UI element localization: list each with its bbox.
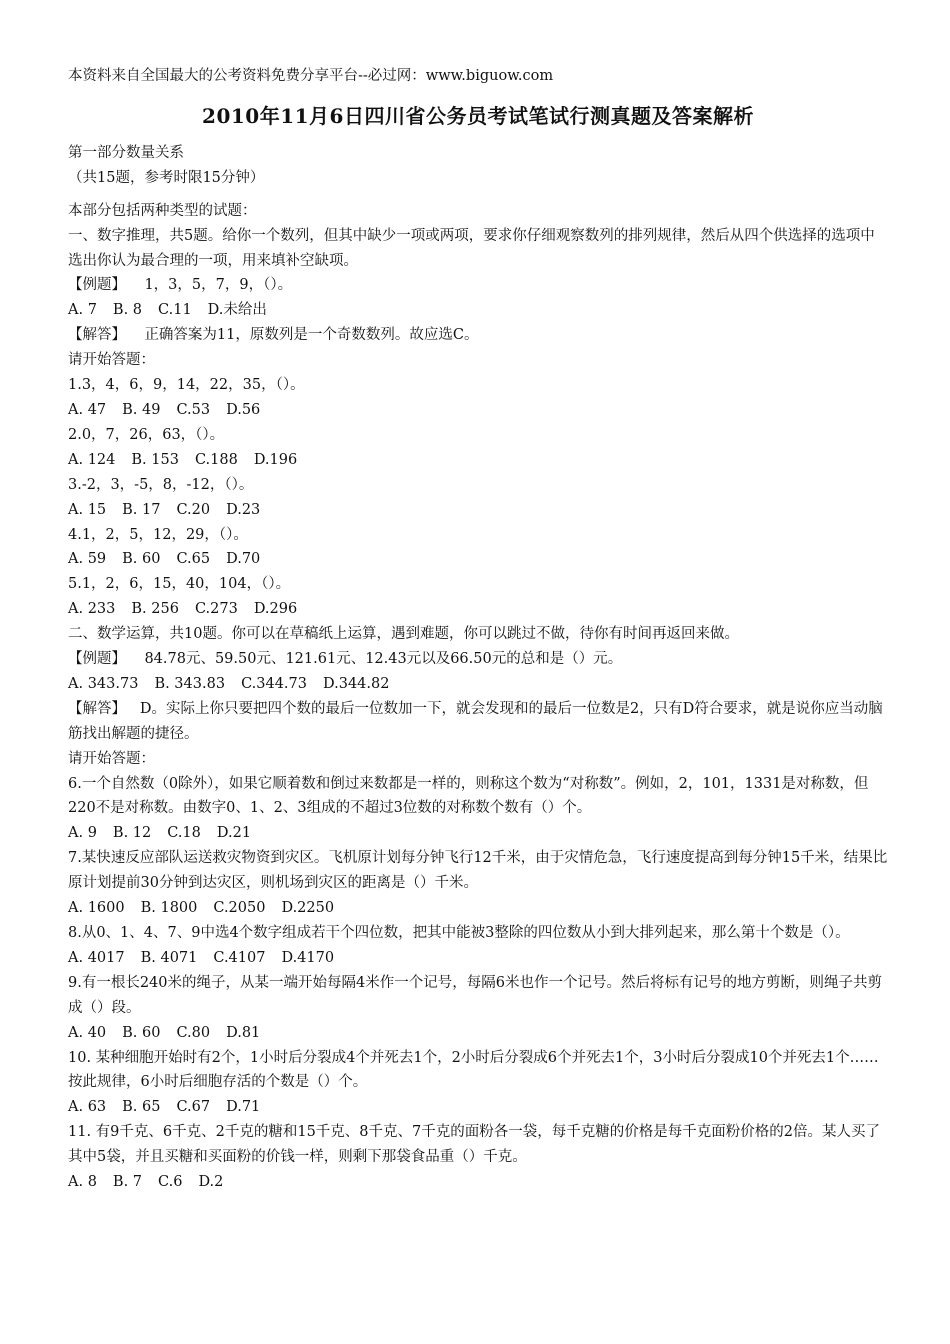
source-line: 本资料来自全国最大的公考资料免费分享平台--必过网：www.biguow.com — [68, 68, 554, 84]
option: D.344.82 — [323, 675, 390, 692]
section2-start: 请开始答题： — [68, 750, 155, 767]
option: B. 17 — [122, 501, 161, 518]
option: C.18 — [167, 825, 201, 842]
document-page — [68, 64, 888, 1195]
option: B. 343.83 — [154, 675, 226, 692]
option: D.2250 — [281, 900, 335, 917]
document-title: 2010年11月6日四川省公务员考试笔试行测真题及答案解析 — [202, 103, 754, 128]
question-10: 10. 某种细胞开始时有2个，1小时后分裂成4个并死去1个，2小时后分裂成6个并死去1个，3小时后分裂成10个并死去1个……按此规律，6小时后细胞存活的个数是（）个。 — [68, 1049, 879, 1091]
option: A. 4017 — [68, 949, 125, 966]
option: D.未给出 — [207, 302, 267, 319]
example-label: 【例题】 — [68, 651, 126, 668]
option: B. 65 — [122, 1099, 161, 1116]
example-text: 84.78元、59.50元、121.61元、12.43元以及66.50元的总和是（）元。 — [144, 651, 623, 668]
option: A. 7 — [68, 302, 97, 319]
question-8-options — [68, 946, 888, 971]
section1-start: 请开始答题： — [68, 352, 155, 369]
option: D.4170 — [281, 949, 335, 966]
answer-text: 正确答案为11，原数列是一个奇数数列。故应选C。 — [144, 327, 479, 344]
section2-desc: 二、数学运算，共10题。你可以在草稿纸上运算，遇到难题，你可以跳过不做，待你有时间再返回来做。 — [68, 626, 739, 643]
question-2: 2.0，7，26，63，（）。 — [68, 426, 225, 443]
option: D.56 — [226, 401, 261, 418]
question-4-options — [68, 547, 888, 572]
section1-desc: 一、数字推理，共5题。给你一个数列，但其中缺少一项或两项，要求你仔细观察数列的排列规律，然后从四个供选择的选项中选出你认为最合理的一项，用来填补空缺项。 — [68, 227, 875, 269]
option: D.71 — [226, 1099, 261, 1116]
example-label: 【例题】 — [68, 277, 126, 294]
section1-example — [68, 273, 888, 298]
option: D.23 — [226, 501, 261, 518]
section2-example — [68, 647, 888, 672]
part-name: 第一部分数量关系 — [68, 144, 184, 161]
question-9-options — [68, 1021, 888, 1046]
part-note: （共15题，参考时限15分钟） — [68, 169, 265, 186]
option: A. 47 — [68, 401, 107, 418]
option: C.273 — [194, 601, 238, 618]
option: C.2050 — [213, 900, 266, 917]
question-11-options — [68, 1170, 888, 1195]
option: C.65 — [176, 551, 211, 568]
part-intro: 本部分包括两种类型的试题： — [68, 202, 257, 219]
question-5-options — [68, 597, 888, 622]
option: A. 8 — [68, 1174, 97, 1191]
question-1-options — [68, 398, 888, 423]
section1-example-options — [68, 298, 888, 323]
option: A. 343.73 — [68, 675, 139, 692]
option: D.2 — [198, 1174, 224, 1191]
example-text: 1，3，5，7，9，（）。 — [144, 277, 293, 294]
option: A. 233 — [68, 601, 116, 618]
question-7-options — [68, 896, 888, 921]
option: A. 59 — [68, 551, 107, 568]
option: A. 15 — [68, 501, 107, 518]
option: A. 63 — [68, 1099, 107, 1116]
option: D.81 — [226, 1024, 261, 1041]
section2-answer — [68, 697, 888, 747]
question-6-options — [68, 821, 888, 846]
option: B. 12 — [112, 825, 152, 842]
option: C.6 — [158, 1174, 183, 1191]
question-6: 6.一个自然数（0除外），如果它顺着数和倒过来数都是一样的，则称这个数为“对称数”。例如，2，101，1331是对称数，但220不是对称数。由数字0、1、2、3组成的不超过3位数的对称数个数有（）个。 — [68, 775, 869, 817]
option: D.70 — [226, 551, 261, 568]
question-2-options — [68, 448, 888, 473]
option: B. 8 — [112, 302, 143, 319]
option: B. 256 — [131, 601, 179, 618]
option: C.188 — [194, 451, 238, 468]
option: D.196 — [253, 451, 298, 468]
option: A. 9 — [68, 825, 97, 842]
option: B. 7 — [112, 1174, 143, 1191]
option: B. 153 — [131, 451, 179, 468]
question-5: 5.1，2，6，15，40，104，（）。 — [68, 576, 291, 593]
question-3: 3.-2，3，-5，8，-12，（）。 — [68, 476, 254, 493]
option: B. 60 — [122, 1024, 161, 1041]
option: B. 49 — [122, 401, 161, 418]
option: C.344.73 — [241, 675, 307, 692]
option: C.11 — [158, 302, 192, 319]
section1-answer — [68, 323, 888, 348]
question-10-options — [68, 1095, 888, 1120]
question-4: 4.1，2，5，12，29，（）。 — [68, 526, 248, 543]
answer-text: D。实际上你只要把四个数的最后一位数加一下，就会发现和的最后一位数是2，只有D符合要求，就是说你应当动脑筋找出解题的捷径。 — [68, 700, 883, 742]
question-3-options — [68, 498, 888, 523]
option: C.20 — [176, 501, 211, 518]
option: D.21 — [216, 825, 252, 842]
answer-label: 【解答】 — [68, 700, 126, 717]
question-7: 7.某快速反应部队运送救灾物资到灾区。飞机原计划每分钟飞行12千米，由于灾情危急，飞行速度提高到每分钟15千米，结果比原计划提前30分钟到达灾区，则机场到灾区的距离是（）千米。 — [68, 850, 888, 892]
answer-label: 【解答】 — [68, 327, 126, 344]
option: B. 4071 — [140, 949, 198, 966]
option: A. 124 — [68, 451, 116, 468]
option: D.296 — [253, 601, 298, 618]
option: B. 60 — [122, 551, 161, 568]
option: A. 40 — [68, 1024, 107, 1041]
option: A. 1600 — [68, 900, 125, 917]
question-9: 9.有一根长240米的绳子，从某一端开始每隔4米作一个记号，每隔6米也作一个记号。然后将标有记号的地方剪断，则绳子共剪成（）段。 — [68, 974, 882, 1016]
question-11: 11. 有9千克、6千克、2千克的糖和15千克、8千克、7千克的面粉各一袋，每千克糖的价格是每千克面粉价格的2倍。某人买了其中5袋，并且买糖和买面粉的价钱一样，则剩下那袋食品重（）千克。 — [68, 1124, 880, 1166]
option: C.67 — [176, 1099, 211, 1116]
option: B. 1800 — [140, 900, 198, 917]
option: C.4107 — [213, 949, 266, 966]
option: C.53 — [176, 401, 211, 418]
question-1: 1.3，4，6，9，14，22，35，（）。 — [68, 377, 305, 394]
option: C.80 — [176, 1024, 211, 1041]
section2-example-options — [68, 672, 888, 697]
question-8: 8.从0、1、4、7、9中选4个数字组成若干个四位数，把其中能被3整除的四位数从小到大排列起来，那么第十个数是（）。 — [68, 925, 850, 941]
